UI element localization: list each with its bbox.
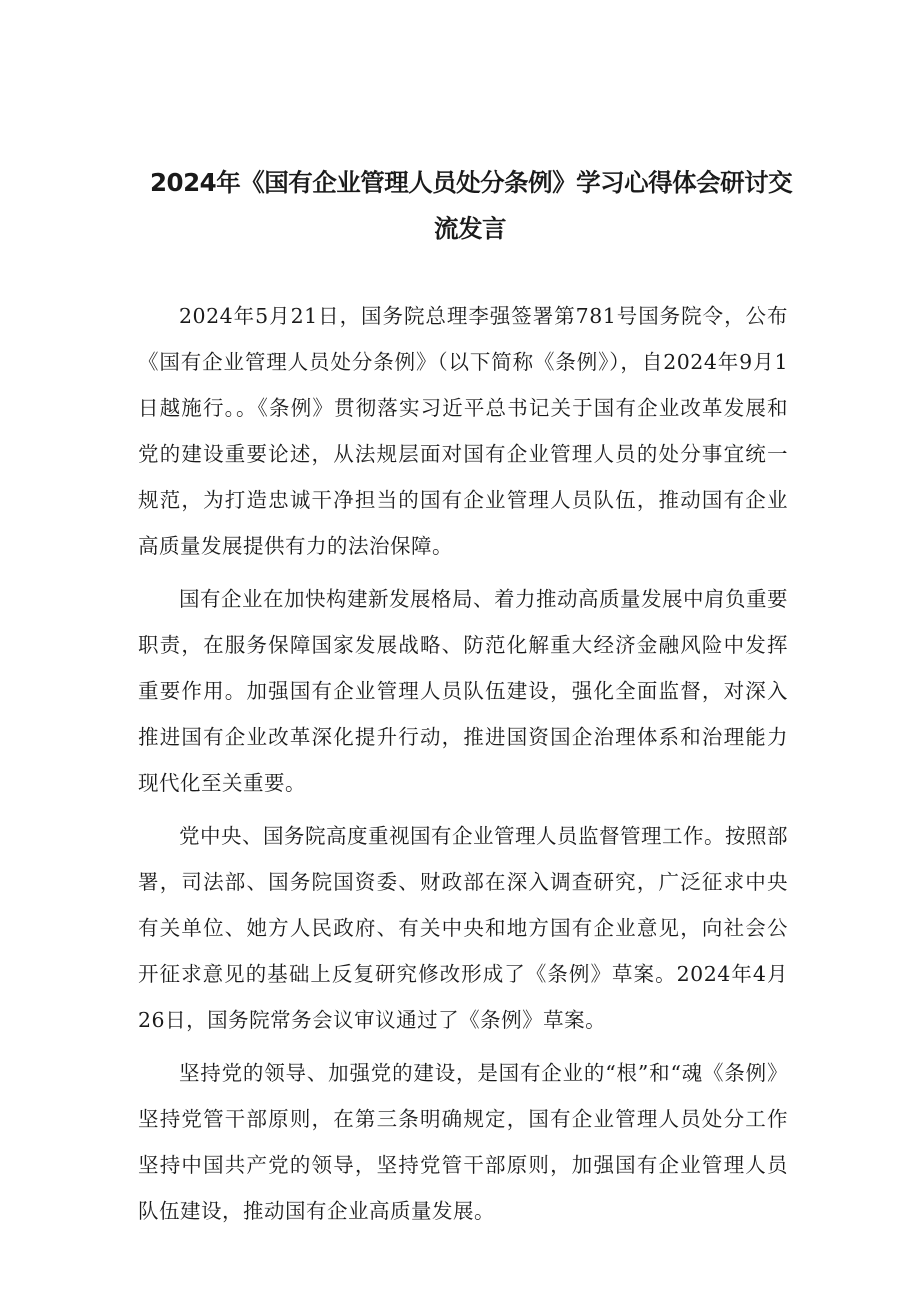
paragraph-3: 党中央、国务院高度重视国有企业管理人员监督管理工作。按照部署，司法部、国务院国资委、财政部在深入调查研究，广泛征求中央有关单位、她方人民政府、有关中央和地方国有企业意见，向社会公开征求意见的基础上反复研究修改形成了《条例》草案。2024年4月26日，国务院常务会议审议通过了《条例》草案。 xyxy=(138,824,788,1032)
paragraph-1: 2024年5月21日，国务院总理李强签署第781号国务院令，公布《国有企业管理人员处分条例》（以下简称《条例》），自2024年9月1日越施行。。《条例》贯彻落实习近平总书记关于国有企业改革发展和党的建设重要论述，从法规层面对国有企业管理人员的处分事宜统一规范，为打造忠诚干净担当的国有企业管理人员队伍，推动国有企业高质量发展提供有力的法治保障。 xyxy=(138,304,788,558)
paragraph-4: 坚持党的领导、加强党的建设，是国有企业的“根”和“魂《条例》坚持党管干部原则，在第三条明确规定，国有企业管理人员处分工作坚持中国共产党的领导，坚持党管干部原则，加强国有企业管理人员队伍建设，推动国有企业高质量发展。 xyxy=(138,1061,788,1223)
title-line-1: 2024年《国有企业管理人员处分条例》学习心得体会研讨交 xyxy=(150,168,793,197)
document-body xyxy=(138,293,788,1241)
document-title xyxy=(150,160,793,252)
paragraph-2: 国有企业在加快构建新发展格局、着力推动高质量发展中肩负重要职责，在服务保障国家发展战略、防范化解重大经济金融风险中发挥重要作用。加强国有企业管理人员队伍建设，强化全面监督，对深入推进国有企业改革深化提升行动，推进国资国企治理体系和治理能力现代化至关重要。 xyxy=(138,587,788,795)
title-line-2: 流发言 xyxy=(434,214,506,243)
